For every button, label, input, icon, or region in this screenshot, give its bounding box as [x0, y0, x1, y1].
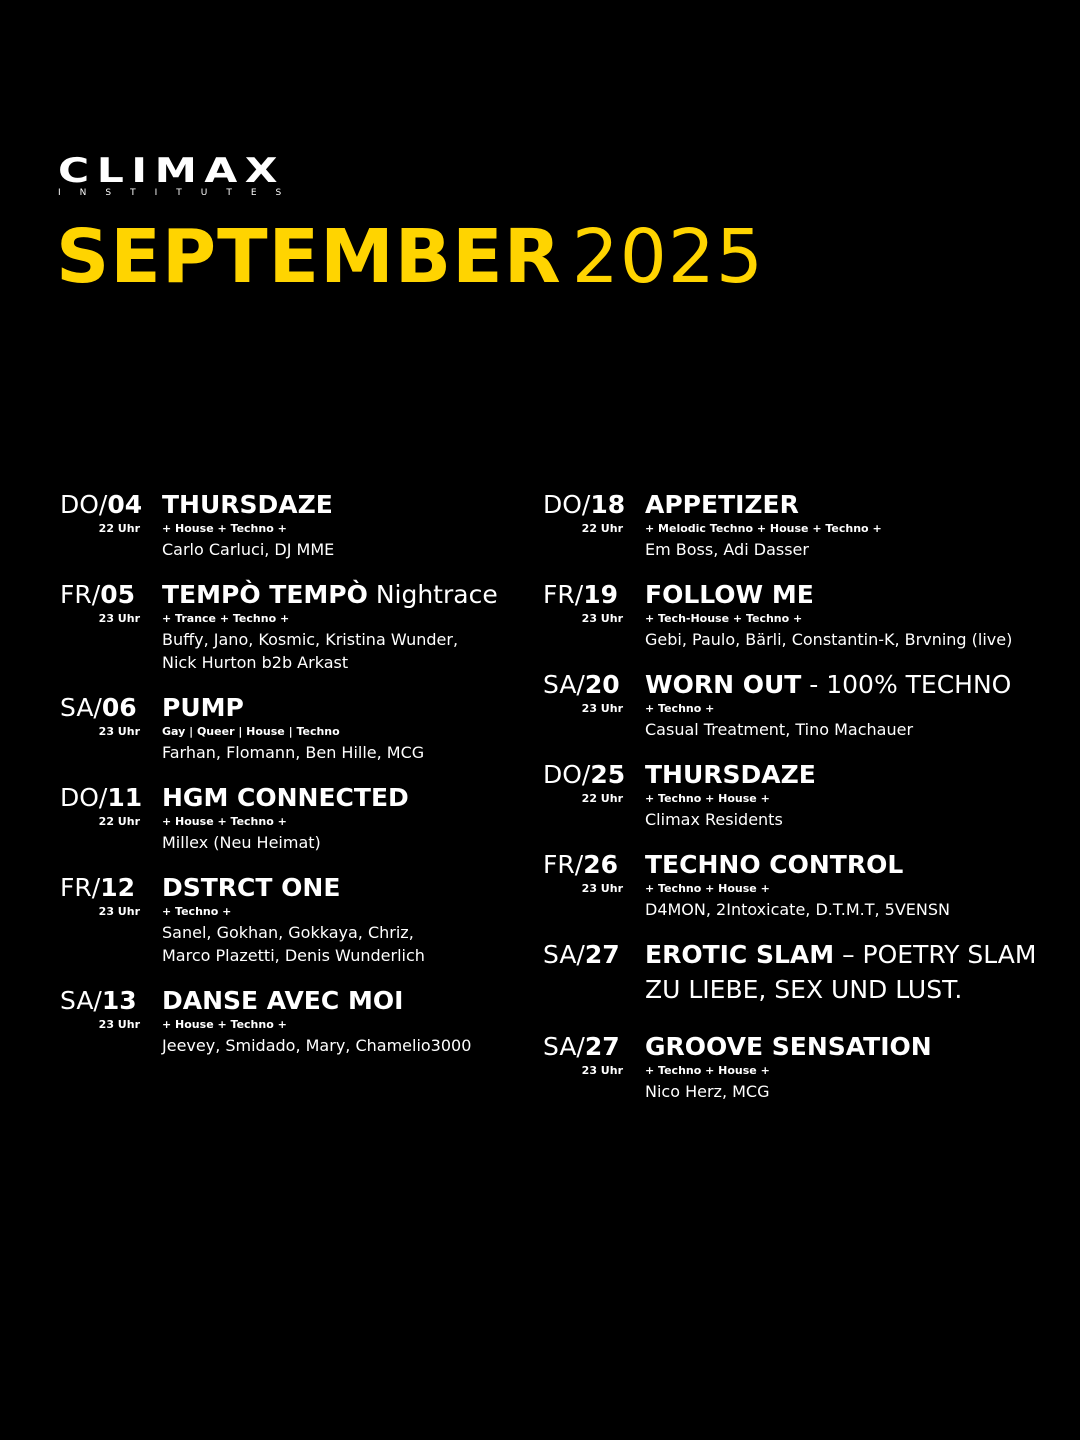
event-title-line — [645, 488, 1063, 522]
event-weekday: DO/ — [60, 490, 108, 519]
event-weekday: FR/ — [543, 580, 584, 609]
event-info — [645, 1030, 1063, 1103]
lineup-line: D4MON, 2Intoxicate, D.T.M.T, 5VENSN — [645, 900, 950, 919]
event-date — [60, 984, 140, 1018]
event-title-line — [162, 984, 500, 1018]
event-day-number: 19 — [583, 580, 618, 609]
event-day-number: 04 — [107, 490, 143, 519]
event-time: 23 Uhr — [98, 905, 140, 918]
lineup-line: Buffy, Jano, Kosmic, Kristina Wunder, — [162, 630, 459, 649]
event-date-block — [543, 938, 623, 972]
event-date-block — [543, 1030, 623, 1078]
event-title-line — [645, 1030, 1063, 1064]
event-lineup — [645, 538, 1063, 561]
event-title-second-line: ZU LIEBE, SEX UND LUST. — [645, 975, 963, 1004]
event-genres: + House + Techno + — [162, 522, 287, 535]
event-title: GROOVE SENSATION — [645, 1032, 932, 1061]
event-lineup — [162, 538, 500, 561]
event-weekday: FR/ — [60, 873, 101, 902]
event-date-block — [60, 871, 140, 919]
event-time: 23 Uhr — [98, 725, 140, 738]
event-weekday: SA/ — [543, 1032, 585, 1061]
lineup-line: Sanel, Gokhan, Gokkaya, Chriz, — [162, 923, 414, 942]
event-genres: + Melodic Techno + House + Techno + — [645, 522, 882, 535]
event-item — [543, 1030, 1063, 1103]
event-info — [645, 488, 1063, 561]
event-title: DANSE AVEC MOI — [162, 986, 404, 1015]
event-date — [60, 488, 143, 522]
event-time: 23 Uhr — [98, 612, 140, 625]
event-title-suffix: - 100% TECHNO — [801, 670, 1012, 699]
event-date — [60, 781, 143, 815]
event-weekday: DO/ — [543, 760, 591, 789]
event-day-number: 12 — [100, 873, 135, 902]
event-date-block — [60, 781, 143, 829]
event-title: THURSDAZE — [162, 490, 333, 519]
lineup-line: Farhan, Flomann, Ben Hille, MCG — [162, 743, 425, 762]
climax-logo — [58, 151, 320, 198]
event-genres: + House + Techno + — [162, 1018, 287, 1031]
event-genres: Gay | Queer | House | Techno — [162, 725, 340, 738]
event-genres: + Techno + — [645, 702, 715, 715]
event-info — [162, 488, 500, 561]
lineup-line: Climax Residents — [645, 810, 783, 829]
lineup-line: Marco Plazetti, Denis Wunderlich — [162, 946, 425, 965]
event-title: FOLLOW ME — [645, 580, 814, 609]
event-title-line — [162, 781, 500, 815]
event-date — [60, 691, 140, 725]
event-date-block — [543, 848, 623, 896]
event-lineup — [645, 898, 1063, 921]
event-date — [543, 848, 623, 882]
lineup-line: Gebi, Paulo, Bärli, Constantin-K, Brvning (live) — [645, 630, 1013, 649]
event-day-number: 26 — [583, 850, 618, 879]
event-item — [60, 578, 500, 674]
event-item — [60, 871, 500, 967]
event-date — [543, 488, 626, 522]
event-weekday: SA/ — [543, 940, 585, 969]
event-item — [60, 691, 500, 764]
event-title: TECHNO CONTROL — [645, 850, 904, 879]
event-title: EROTIC SLAM — [645, 940, 835, 969]
event-title-suffix: Nightrace — [367, 580, 498, 609]
event-weekday: SA/ — [60, 986, 102, 1015]
event-title: HGM CONNECTED — [162, 783, 409, 812]
event-time: 22 Uhr — [581, 792, 623, 805]
event-info — [645, 758, 1063, 831]
event-lineup — [645, 1080, 1063, 1103]
event-weekday: DO/ — [60, 783, 108, 812]
event-lineup — [162, 831, 500, 854]
event-date — [543, 938, 623, 972]
event-item — [543, 668, 1063, 741]
event-title-line — [645, 668, 1063, 702]
event-info — [645, 848, 1063, 921]
event-date-block — [60, 488, 143, 536]
event-title: TEMPÒ TEMPÒ — [162, 580, 368, 609]
event-title-line — [162, 488, 500, 522]
event-genres: + Techno + House + — [645, 792, 770, 805]
event-time: 23 Uhr — [581, 1064, 623, 1077]
event-day-number: 18 — [590, 490, 626, 519]
event-lineup — [645, 808, 1063, 831]
event-time: 23 Uhr — [581, 702, 623, 715]
lineup-line: Casual Treatment, Tino Machauer — [645, 720, 914, 739]
event-list-right — [543, 488, 1063, 1120]
event-title: DSTRCT ONE — [162, 873, 341, 902]
event-date — [60, 578, 140, 612]
event-title: APPETIZER — [645, 490, 799, 519]
event-time: 23 Uhr — [581, 612, 623, 625]
event-weekday: FR/ — [543, 850, 584, 879]
event-date — [543, 578, 623, 612]
event-lineup — [162, 741, 500, 764]
event-genres: + Tech-House + Techno + — [645, 612, 803, 625]
event-title-line — [645, 938, 1063, 972]
event-item — [543, 578, 1063, 651]
event-title-line — [162, 578, 500, 612]
event-date — [543, 1030, 623, 1064]
event-time: 22 Uhr — [98, 522, 140, 535]
event-day-number: 06 — [101, 693, 137, 722]
event-date-block — [60, 984, 140, 1032]
event-title-suffix: – POETRY SLAM — [834, 940, 1037, 969]
event-weekday: DO/ — [543, 490, 591, 519]
event-day-number: 05 — [100, 580, 135, 609]
event-day-number: 25 — [590, 760, 626, 789]
event-title-line — [162, 871, 500, 905]
event-info — [162, 781, 500, 854]
logo-word: CLIMAX — [58, 151, 286, 191]
event-info — [645, 938, 1063, 1008]
event-lineup — [162, 921, 500, 967]
event-item — [60, 984, 500, 1057]
event-genres: + Techno + House + — [645, 882, 770, 895]
event-genres: + Techno + House + — [645, 1064, 770, 1077]
event-lineup — [645, 718, 1063, 741]
lineup-line: Carlo Carluci, DJ MME — [162, 540, 335, 559]
event-day-number: 20 — [584, 670, 620, 699]
event-title-line — [645, 848, 1063, 882]
event-lineup — [645, 628, 1063, 651]
event-date — [60, 871, 140, 905]
event-info — [645, 668, 1063, 741]
event-item — [60, 488, 500, 561]
lineup-line: Millex (Neu Heimat) — [162, 833, 321, 852]
event-date-block — [60, 691, 140, 739]
lineup-line: Jeevey, Smidado, Mary, Chamelio3000 — [162, 1036, 472, 1055]
lineup-line: Nick Hurton b2b Arkast — [162, 653, 349, 672]
title-month: SEPTEMBER — [56, 214, 562, 300]
event-info — [162, 984, 500, 1057]
event-info — [162, 578, 500, 674]
event-lineup — [162, 1034, 500, 1057]
event-time: 23 Uhr — [581, 882, 623, 895]
title-year: 2025 — [571, 214, 765, 300]
event-info — [645, 578, 1063, 651]
event-date-block — [60, 578, 140, 626]
event-title: WORN OUT — [645, 670, 802, 699]
event-title-line — [645, 758, 1063, 792]
event-day-number: 27 — [584, 1032, 620, 1061]
event-genres: + House + Techno + — [162, 815, 287, 828]
event-date-block — [543, 488, 626, 536]
event-date — [543, 668, 623, 702]
event-item — [543, 848, 1063, 921]
event-weekday: FR/ — [60, 580, 101, 609]
event-date-block — [543, 758, 626, 806]
page-title — [56, 212, 764, 316]
event-date — [543, 758, 626, 792]
event-time: 22 Uhr — [98, 815, 140, 828]
event-item — [543, 938, 1063, 1008]
event-genres: + Trance + Techno + — [162, 612, 290, 625]
event-time: 23 Uhr — [98, 1018, 140, 1031]
event-list-left — [60, 488, 500, 1074]
event-title: THURSDAZE — [645, 760, 816, 789]
lineup-line: Nico Herz, MCG — [645, 1082, 770, 1101]
event-lineup — [162, 628, 500, 674]
event-date-block — [543, 668, 623, 716]
event-info — [162, 871, 500, 967]
event-title-line — [645, 578, 1063, 612]
event-weekday: SA/ — [543, 670, 585, 699]
event-info — [162, 691, 500, 764]
event-day-number: 27 — [584, 940, 620, 969]
event-item — [60, 781, 500, 854]
event-time: 22 Uhr — [581, 522, 623, 535]
event-weekday: SA/ — [60, 693, 102, 722]
event-date-block — [543, 578, 623, 626]
event-item — [543, 758, 1063, 831]
event-day-number: 11 — [107, 783, 143, 812]
event-genres: + Techno + — [162, 905, 232, 918]
logo-subtitle: INSTITUTES — [58, 188, 301, 198]
event-title: PUMP — [162, 693, 244, 722]
event-item — [543, 488, 1063, 561]
event-title-line — [162, 691, 500, 725]
event-day-number: 13 — [101, 986, 137, 1015]
lineup-line: Em Boss, Adi Dasser — [645, 540, 809, 559]
